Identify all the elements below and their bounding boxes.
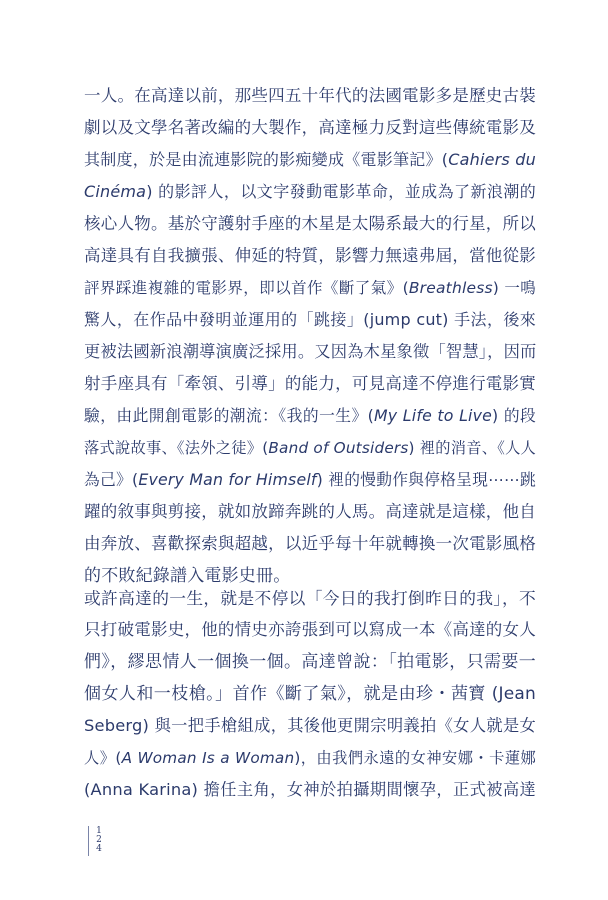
text-line: 落式說故事、《法外之徒》(Band of Outsiders) 裡的消音、《人人 [84, 439, 537, 457]
page-number-digit: 2 [96, 835, 102, 845]
text-line: 人》(A Woman Is a Woman)，由我們永遠的女神安娜・卡蓮娜 [84, 749, 536, 767]
text-line: 只打破電影史，他的情史亦誇張到可以寫成一本《高達的女人 [84, 620, 536, 639]
page-number-digit: 4 [96, 844, 102, 854]
text-line: 們》，繆思情人一個換一個。高達曾說：「拍電影，只需要一 [84, 652, 536, 672]
page-number-digit: 1 [96, 826, 102, 836]
paragraph-1 [84, 80, 536, 592]
page-number-digits [94, 827, 104, 854]
text-line: 其制度，於是由流連影院的影痴變成《電影筆記》(Cahiers du [84, 150, 537, 169]
text-line: 射手座具有「牽領、引導」的能力，可見高達不停進行電影實 [84, 374, 536, 393]
text-line: 核心人物。基於守護射手座的木星是太陽系最大的行星，所以 [84, 214, 536, 233]
text-line: (Anna Karina) 擔任主角，女神於拍攝期間懷孕，正式被高達 [84, 780, 536, 799]
paragraph-2 [84, 582, 536, 806]
page-number [88, 826, 102, 856]
text-line: 個女人和一枝槍。」首作《斷了氣》，就是由珍・茜寶 (Jean [84, 684, 536, 704]
text-line: 的不敗紀錄譜入電影史冊。 [84, 566, 291, 586]
text-line: 由奔放、喜歡探索與超越，以近乎每十年就轉換一次電影風格 [84, 534, 536, 553]
text-line: 驚人，在作品中發明並運用的「跳接」(jump cut) 手法，後來 [84, 310, 536, 329]
text-line: 劇以及文學名著改編的大製作，高達極力反對這些傳統電影及 [84, 118, 536, 137]
text-line: 或許高達的一生，就是不停以「今日的我打倒昨日的我」，不 [84, 588, 536, 608]
text-line: 驗，由此開創電影的潮流：《我的一生》(My Life to Live) 的段 [84, 406, 536, 425]
text-line: Cinéma) 的影評人，以文字發動電影革命，並成為了新浪潮的 [84, 182, 536, 201]
text-line: Seberg) 與一把手槍組成，其後他更開宗明義拍《女人就是女 [84, 716, 536, 735]
text-line: 更被法國新浪潮導演廣泛採用。又因為木星象徵「智慧」，因而 [84, 342, 537, 361]
text-line: 高達具有自我擴張、伸延的特質，影響力無遠弗屆，當他從影 [84, 246, 536, 265]
text-line: 評界踩進複雜的電影界，即以首作《斷了氣》(Breathless) 一鳴 [84, 279, 536, 297]
text-line: 躍的敘事與剪接，就如放蹄奔跳的人馬。高達就是這樣，他自 [84, 502, 536, 521]
text-line: 一人。在高達以前，那些四五十年代的法國電影多是歷史古裝 [84, 86, 536, 105]
text-line: 為己》(Every Man for Himself) 裡的慢動作與停格呈現⋯⋯跳 [84, 470, 536, 489]
